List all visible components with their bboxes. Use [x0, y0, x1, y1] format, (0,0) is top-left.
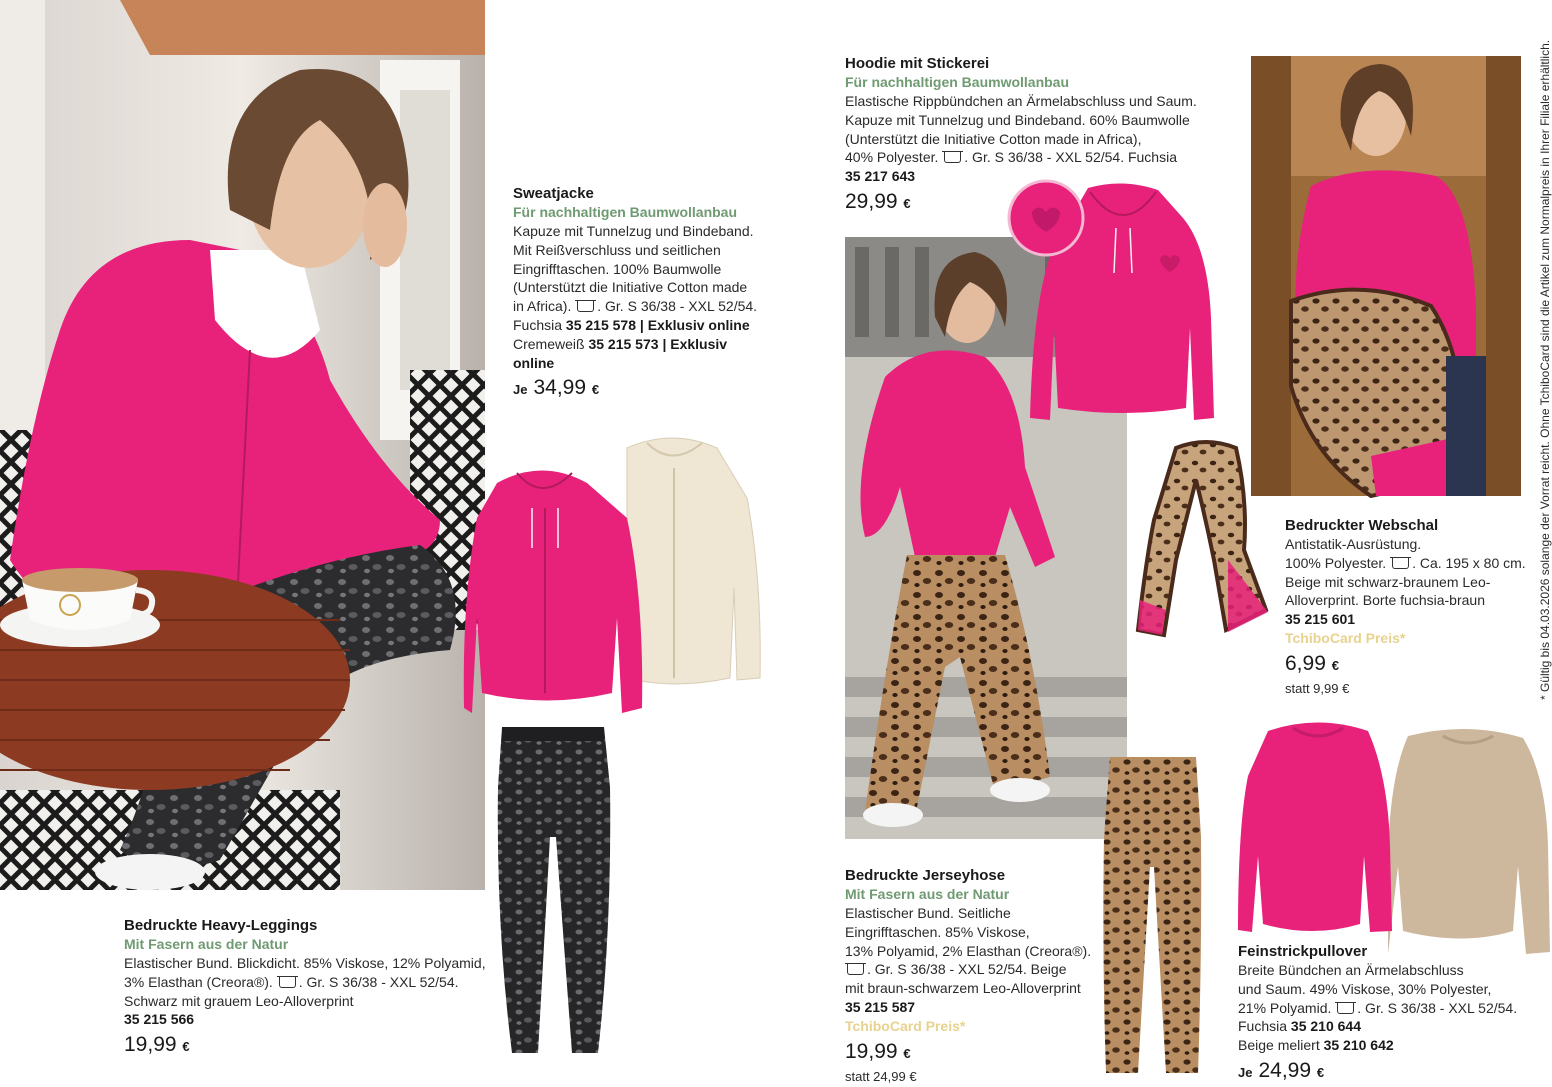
jerseyhose-product-image	[1102, 757, 1202, 1077]
jerseyhose-old-price: statt 24,99 €	[845, 1068, 917, 1084]
article-number: 35 215 578	[565, 316, 636, 333]
article-number: 35 215 573	[588, 335, 659, 352]
leggings-article-number: 35 215 566	[124, 1011, 195, 1028]
sweatjacke-title: Sweatjacke	[513, 185, 594, 202]
hoodie-desc-line4b: . Gr. S 36/38 - XXL 52/54. Fuchsia	[964, 149, 1177, 166]
price-value: 19,99	[845, 1039, 898, 1063]
pullover-desc-line2: und Saum. 49% Viskose, 30% Polyester,	[1238, 980, 1492, 997]
sweatjacke-desc-line5b: . Gr. S 36/38 - XXL 52/54.	[597, 298, 758, 315]
exclusive-online-label: | Exklusiv online	[639, 316, 750, 333]
currency: €	[591, 382, 600, 398]
jerseyhose-article-number: 35 215 587	[845, 998, 916, 1015]
wash-30-icon	[279, 976, 296, 988]
jerseyhose-desc-line3: 13% Polyamid, 2% Elasthan (Creora®).	[845, 942, 1092, 959]
leggings-desc-line3: Schwarz mit grauem Leo-Alloverprint	[124, 992, 354, 1009]
leggings-product-image	[494, 727, 612, 1057]
hoodie-title: Hoodie mit Stickerei	[845, 55, 990, 72]
exclusive-online-label: | Exklusiv	[662, 335, 728, 352]
hoodie-desc-line2: Kapuze mit Tunnelzug und Bindeband. 60% Baumwolle	[845, 111, 1190, 128]
sweatjacke-desc-line1: Kapuze mit Tunnelzug und Bindeband.	[513, 223, 754, 239]
hoodie-desc-line4a: 40% Polyester.	[845, 149, 939, 166]
sweatjacke-info	[513, 184, 773, 404]
webschal-model-photo	[1251, 56, 1521, 496]
validity-footnote: * Gültig bis 04.03.2026 solange der Vorrat reicht. Ohne TchiboCard sind die Artikel zum Normalpreis in Ihrer Filiale erhältlich.	[1538, 39, 1552, 700]
variant-label: Fuchsia	[1238, 1018, 1288, 1035]
variant-label: Fuchsia	[513, 316, 563, 333]
sweatjacke-desc-line5	[513, 297, 773, 316]
pullover-desc-line3	[1238, 999, 1528, 1018]
leggings-desc-line1: Elastischer Bund. Blickdicht. 85% Viskose, 12% Polyamid,	[124, 955, 486, 971]
webschal-article-number: 35 215 601	[1285, 611, 1356, 628]
jerseyhose-desc-line4	[845, 960, 1105, 979]
sweatjacke-variant-creme	[513, 335, 773, 354]
currency: €	[903, 195, 911, 211]
jerseyhose-subtitle: Mit Fasern aus der Natur	[845, 886, 1010, 902]
leggings-info	[124, 916, 494, 1061]
sweatjacke-excl-continued: online	[513, 354, 555, 371]
currency: €	[903, 1045, 911, 1061]
hero-photo-cafe	[0, 0, 485, 890]
leggings-subtitle: Mit Fasern aus der Natur	[124, 936, 289, 952]
jerseyhose-desc-line5: mit braun-schwarzem Leo-Alloverprint	[845, 980, 1081, 997]
feinstrickpullover-product-image	[1238, 716, 1550, 956]
webschal-desc-line2a: 100% Polyester.	[1285, 554, 1387, 571]
price-value: 34,99	[533, 376, 587, 400]
leggings-price	[124, 1031, 494, 1061]
wash-30-icon	[847, 963, 864, 975]
webschal-desc-line3: Beige mit schwarz-braunem Leo-	[1285, 573, 1491, 590]
sweatjacke-desc-line3: Eingrifftaschen. 100% Baumwolle	[513, 260, 722, 277]
sweatjacke-variant-fuchsia	[513, 316, 773, 335]
sweatjacke-price	[513, 374, 773, 404]
price-value: 19,99	[124, 1033, 177, 1057]
wash-30-icon	[1392, 557, 1409, 569]
article-number: 35 210 644	[1290, 1018, 1361, 1035]
article-number: 35 210 642	[1323, 1037, 1394, 1054]
wash-30-icon	[944, 151, 961, 163]
variant-label: Beige meliert	[1238, 1037, 1320, 1054]
sweatjacke-desc-line5a: in Africa).	[513, 298, 572, 315]
leggings-desc-line2b: . Gr. S 36/38 - XXL 52/54.	[298, 973, 459, 990]
price-prefix: Je	[1238, 1064, 1253, 1080]
wash-30-icon	[1337, 1002, 1354, 1014]
pullover-title: Feinstrickpullover	[1238, 943, 1368, 960]
price-value: 24,99	[1258, 1058, 1312, 1082]
pullover-desc-line1: Breite Bündchen an Ärmelabschluss	[1238, 962, 1464, 978]
price-value: 29,99	[845, 189, 898, 213]
jerseyhose-tchibocard-label: TchiboCard Preis*	[845, 1017, 966, 1034]
webschal-desc-line2b: . Ca. 195 x 80 cm.	[1412, 554, 1526, 571]
webschal-desc-line4: Alloverprint. Borte fuchsia-braun	[1285, 592, 1485, 609]
hoodie-article-number: 35 217 643	[845, 168, 916, 185]
pullover-price	[1238, 1057, 1528, 1087]
hoodie-info	[845, 54, 1225, 218]
webschal-desc-line1: Antistatik-Ausrüstung.	[1285, 536, 1422, 552]
webschal-price	[1285, 650, 1530, 680]
hoodie-desc-line1: Elastische Rippbündchen an Ärmelabschluss und Saum.	[845, 93, 1197, 109]
webschal-tchibocard-label: TchiboCard Preis*	[1285, 629, 1406, 646]
jerseyhose-desc-line1: Elastischer Bund. Seitliche	[845, 905, 1011, 921]
price-value: 6,99	[1285, 651, 1326, 675]
webschal-desc-line2	[1285, 554, 1530, 573]
pullover-variant-beige	[1238, 1036, 1528, 1055]
hoodie-desc-line3: (Unterstützt die Initiative Cotton made in Africa),	[845, 130, 1142, 147]
sweatjacke-desc-line4: (Unterstützt die Initiative Cotton made	[513, 279, 748, 296]
leggings-title: Bedruckte Heavy-Leggings	[124, 917, 318, 934]
webschal-old-price: statt 9,99 €	[1285, 680, 1350, 696]
jerseyhose-info	[845, 866, 1105, 1086]
leggings-desc-line2a: 3% Elasthan (Creora®).	[124, 973, 273, 990]
leggings-desc-line2	[124, 973, 494, 992]
pullover-desc-line3b: . Gr. S 36/38 - XXL 52/54.	[1357, 999, 1518, 1016]
hoodie-subtitle: Für nachhaltigen Baumwollanbau	[845, 74, 1070, 90]
pullover-desc-line3a: 21% Polyamid.	[1238, 999, 1332, 1016]
webschal-info	[1285, 516, 1530, 699]
jerseyhose-title: Bedruckte Jerseyhose	[845, 867, 1006, 884]
jerseyhose-desc-line2: Eingrifftaschen. 85% Viskose,	[845, 923, 1030, 940]
pullover-variant-fuchsia	[1238, 1017, 1528, 1036]
variant-label: Cremeweiß	[513, 335, 585, 352]
jerseyhose-desc-line4-text: . Gr. S 36/38 - XXL 52/54. Beige	[867, 961, 1067, 978]
jerseyhose-price	[845, 1038, 1105, 1068]
currency: €	[1331, 657, 1339, 673]
currency: €	[1316, 1064, 1325, 1080]
price-prefix: Je	[513, 382, 528, 398]
pullover-info	[1238, 942, 1528, 1087]
sweatjacke-product-image	[462, 428, 764, 720]
sweatjacke-desc-line2: Mit Reißverschluss und seitlichen	[513, 241, 721, 258]
hoodie-price	[845, 188, 1225, 218]
currency: €	[182, 1039, 190, 1055]
sweatjacke-subtitle: Für nachhaltigen Baumwollanbau	[513, 204, 738, 220]
wash-30-icon	[577, 300, 594, 312]
hoodie-desc-line4	[845, 148, 1225, 167]
webschal-title: Bedruckter Webschal	[1285, 517, 1439, 534]
